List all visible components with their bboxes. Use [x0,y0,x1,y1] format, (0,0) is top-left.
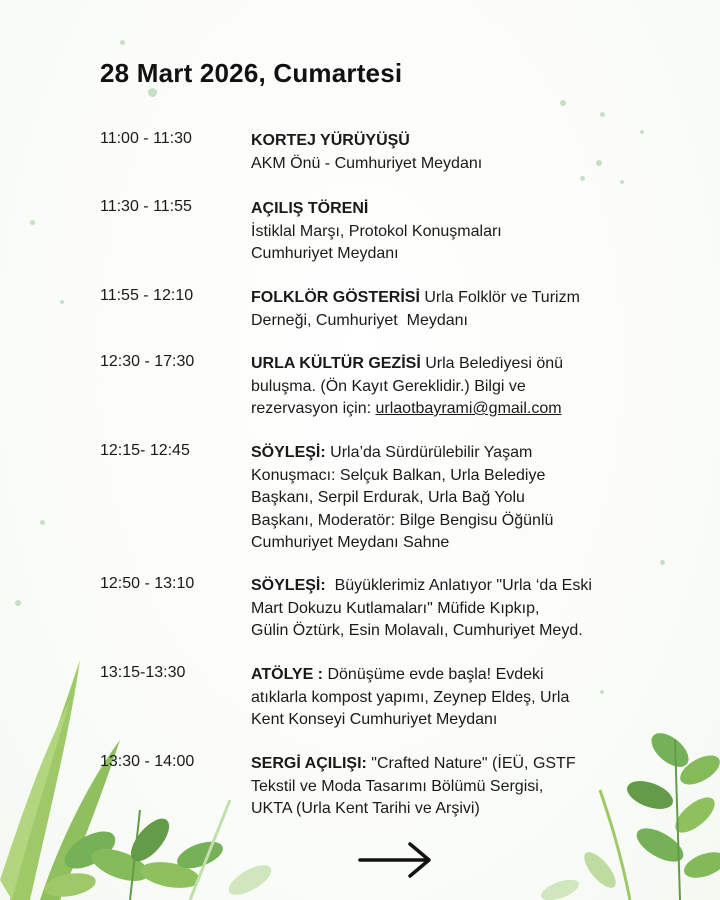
event-title-line [251,664,651,687]
event-detail-line: buluşma. (Ön Kayıt Gereklidir.) Bilgi ve [251,377,526,395]
event-description [251,287,651,332]
event-title-line [251,442,651,465]
event-time: 11:55 - 12:10 [100,287,194,304]
event-detail-line: Gülin Öztürk, Esin Molavalı, Cumhuriyet Meyd. [251,622,583,639]
event-detail-line: Kent Konseyi Cumhuriyet Meydanı [251,711,498,728]
email-link[interactable]: urlaotbayrami@gmail.com [375,400,562,417]
event-detail-line: Mart Dokuzu Kutlamaları" Müfide Kıpkıp, [251,599,540,617]
event-title: SÖYLEŞİ: [251,577,326,594]
event-title: ATÖLYE : [251,666,324,683]
event-title: AÇILIŞ TÖRENİ [251,200,369,217]
event-time: 12:15- 12:45 [100,442,190,459]
event-detail-line: Başkanı, Moderatör: Bilge Bengisu Öğünlü [251,511,554,529]
event-detail-line: Başkanı, Serpil Erdurak, Urla Bağ Yolu [251,489,525,506]
event-detail-line: Konuşmacı: Selçuk Balkan, Urla Belediye [251,466,546,484]
event-description [251,575,651,643]
event-title-line [251,753,651,776]
page-title: 28 Mart 2026, Cumartesi [100,58,403,88]
event-title-suffix: Urla’da Sürdürülebilir Yaşam [325,444,533,461]
event-title-suffix: Urla Folklör ve Turizm [419,289,580,306]
event-description [251,442,651,555]
event-title-suffix: "Crafted Nature" (İEÜ, GSTF [366,755,576,772]
event-time: 13:15-13:30 [100,664,186,681]
event-detail-line: atıklarla kompost yapımı, Zeynep Eldeş, Urla [251,688,570,706]
right-arrow-icon[interactable] [358,838,434,882]
event-time: 12:30 - 17:30 [100,353,195,370]
event-title: SERGİ AÇILIŞI: [251,755,367,772]
event-description [251,753,651,821]
event-time: 12:50 - 13:10 [100,575,195,592]
event-title-line [251,287,651,310]
event-detail-line: İstiklal Marşı, Protokol Konuşmaları [251,222,502,240]
event-description [251,198,651,266]
event-title: KORTEJ YÜRÜYÜŞÜ [251,132,410,149]
event-contact-line [251,398,651,421]
event-description [251,664,651,732]
event-detail-line: Derneği, Cumhuriyet Meydanı [251,311,468,329]
event-title-suffix: Urla Belediyesi önü [420,355,564,372]
event-title: FOLKLÖR GÖSTERİSİ [251,289,420,306]
event-title-suffix: Dönüşüme evde başla! Evdeki [323,666,544,683]
event-description [251,130,651,175]
event-title-line [251,198,651,221]
event-detail-line: AKM Önü - Cumhuriyet Meydanı [251,154,483,172]
event-detail-line: UKTA (Urla Kent Tarihi ve Arşivi) [251,800,480,817]
event-title: URLA KÜLTÜR GEZİSİ [251,355,421,372]
event-detail-line: Tekstil ve Moda Tasarımı Bölümü Sergisi, [251,777,544,795]
event-title-line [251,353,651,376]
email-prefix: rezervasyon için: [251,400,376,417]
event-title-line [251,575,651,598]
event-title-line [251,130,651,153]
event-time: 13:30 - 14:00 [100,753,195,770]
event-description [251,353,651,421]
event-time: 11:30 - 11:55 [100,198,192,215]
event-detail-line: Cumhuriyet Meydanı [251,245,399,262]
event-title: SÖYLEŞİ: [251,444,326,461]
event-time: 11:00 - 11:30 [100,130,192,147]
event-detail-line: Cumhuriyet Meydanı Sahne [251,534,450,551]
event-title-suffix: Büyüklerimiz Anlatıyor "Urla ‘da Eski [325,577,592,594]
